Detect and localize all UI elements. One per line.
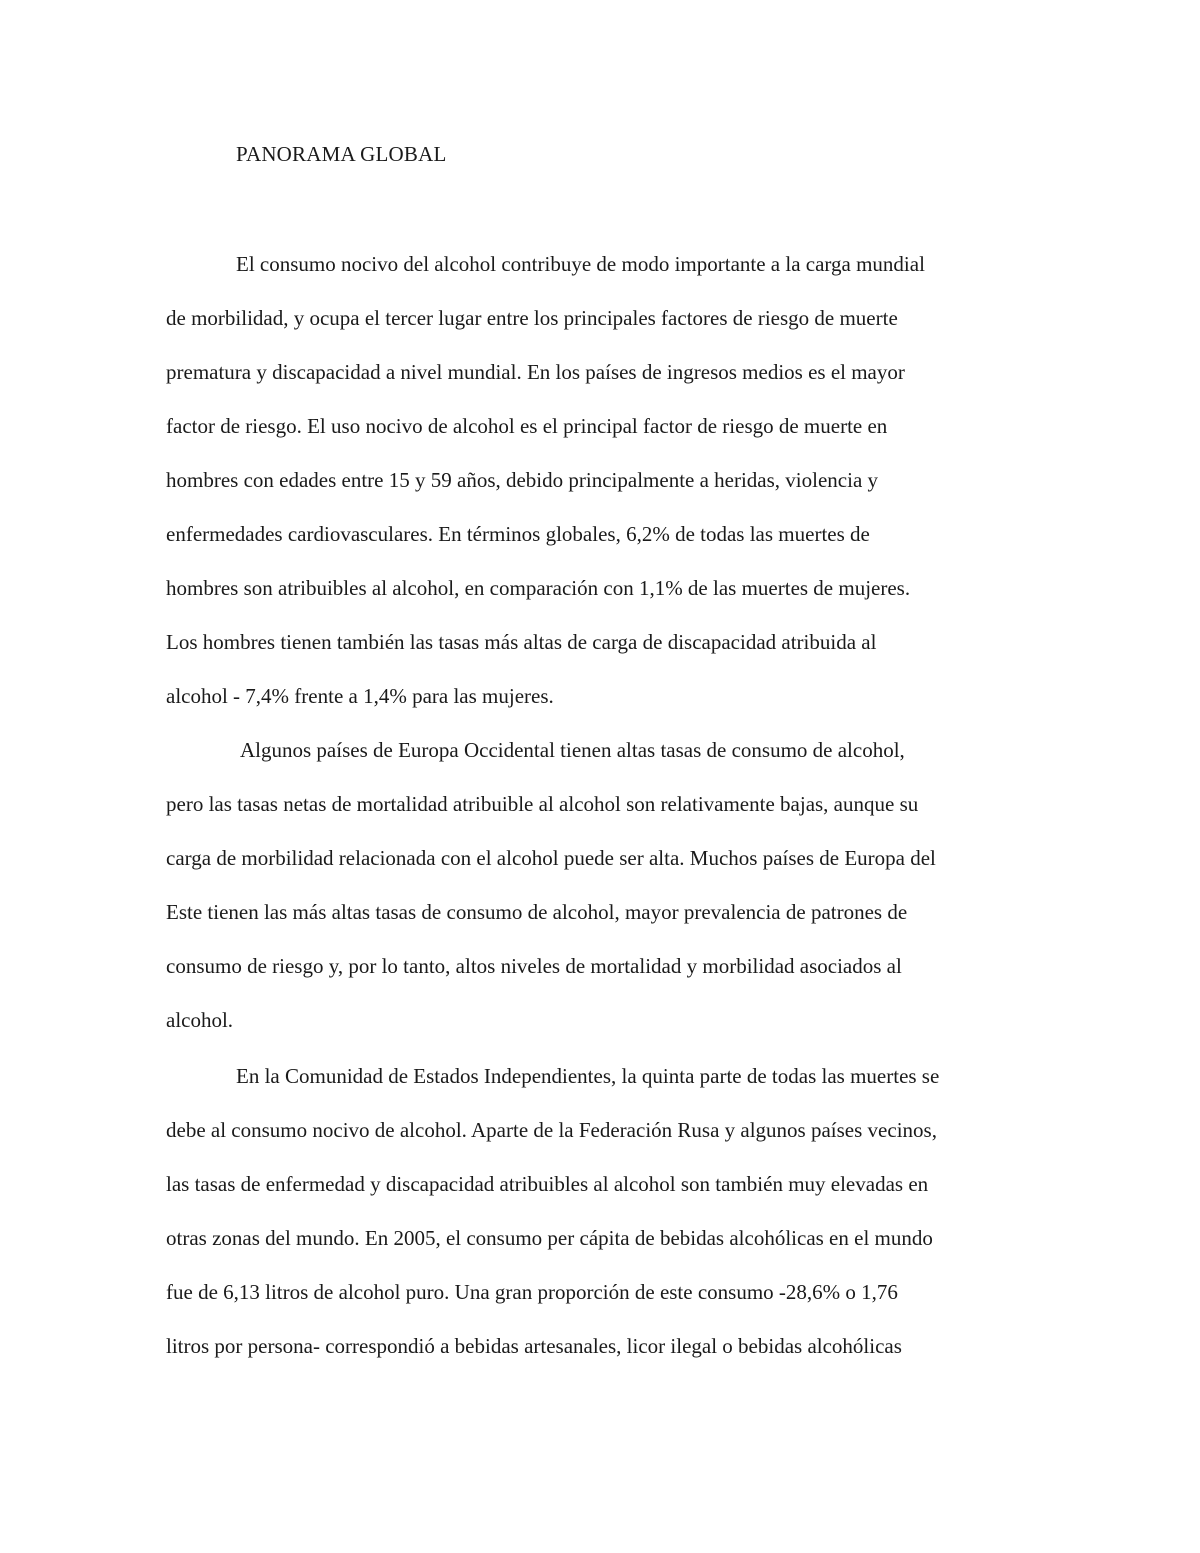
paragraph-1-line-4: factor de riesgo. El uso nocivo de alcohol es el principal factor de riesgo de muerte en bbox=[166, 414, 888, 438]
paragraph-3-line-4: otras zonas del mundo. En 2005, el consumo per cápita de bebidas alcohólicas en el mundo bbox=[166, 1226, 933, 1250]
paragraph-3-line-2: debe al consumo nocivo de alcohol. Aparte de la Federación Rusa y algunos países vecinos, bbox=[166, 1118, 937, 1142]
paragraph-2-line-6: alcohol. bbox=[166, 1008, 234, 1032]
paragraph-1-line-1: El consumo nocivo del alcohol contribuye de modo importante a la carga mundial bbox=[236, 252, 925, 276]
paragraph-2-line-4: Este tienen las más altas tasas de consumo de alcohol, mayor prevalencia de patrones de bbox=[166, 900, 908, 924]
document-heading: PANORAMA GLOBAL bbox=[236, 142, 447, 166]
paragraph-1-line-6: enfermedades cardiovasculares. En términos globales, 6,2% de todas las muertes de bbox=[166, 522, 870, 546]
paragraph-2-line-2: pero las tasas netas de mortalidad atribuible al alcohol son relativamente bajas, aunque su bbox=[166, 792, 919, 816]
paragraph-1-line-9: alcohol - 7,4% frente a 1,4% para las mujeres. bbox=[166, 684, 554, 708]
paragraph-1-line-7: hombres son atribuibles al alcohol, en comparación con 1,1% de las muertes de mujeres. bbox=[166, 576, 911, 600]
paragraph-3-line-5: fue de 6,13 litros de alcohol puro. Una gran proporción de este consumo -28,6% o 1,76 bbox=[166, 1280, 898, 1304]
paragraph-1-line-8: Los hombres tienen también las tasas más altas de carga de discapacidad atribuida al bbox=[166, 630, 877, 654]
paragraph-1-line-2: de morbilidad, y ocupa el tercer lugar entre los principales factores de riesgo de muerte bbox=[166, 306, 898, 330]
paragraph-3-line-1: En la Comunidad de Estados Independientes, la quinta parte de todas las muertes se bbox=[236, 1064, 940, 1088]
paragraph-1-line-3: prematura y discapacidad a nivel mundial. En los países de ingresos medios es el mayor bbox=[166, 360, 905, 384]
paragraph-2-line-3: carga de morbilidad relacionada con el alcohol puede ser alta. Muchos países de Europa del bbox=[166, 846, 936, 870]
paragraph-3-line-6: litros por persona- correspondió a bebidas artesanales, licor ilegal o bebidas alcohólicas bbox=[166, 1334, 902, 1358]
paragraph-2-line-5: consumo de riesgo y, por lo tanto, altos niveles de mortalidad y morbilidad asociados al bbox=[166, 954, 902, 978]
paragraph-2-line-1: Algunos países de Europa Occidental tienen altas tasas de consumo de alcohol, bbox=[240, 738, 905, 762]
paragraph-3-line-3: las tasas de enfermedad y discapacidad atribuibles al alcohol son también muy elevadas en bbox=[166, 1172, 929, 1196]
paragraph-1-line-5: hombres con edades entre 15 y 59 años, debido principalmente a heridas, violencia y bbox=[166, 468, 879, 492]
